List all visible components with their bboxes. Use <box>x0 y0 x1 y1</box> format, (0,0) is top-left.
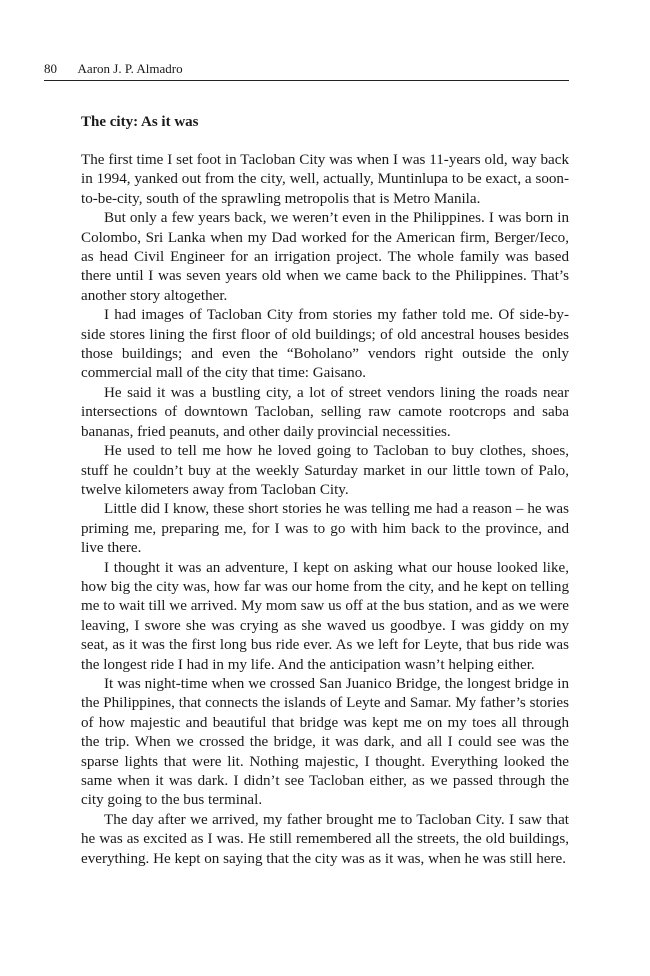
paragraph-5: He used to tell me how he loved going to Tacloban to buy clothes, shoes, stuff he couldn’t buy at the weekly Saturday market in our little town of Palo, twelve kilometers away from Tacloban City. <box>81 443 569 498</box>
running-author: Aaron J. P. Almadro <box>77 61 183 76</box>
paragraph-1: The first time I set foot in Tacloban City was when I was 11-years old, way back in 1994, yanked out from the city, well, actually, Muntinlupa to be exact, a soon-to-be-city, south of the sprawling metropolis that is Metro Manila. <box>81 152 569 207</box>
paragraph-9: The day after we arrived, my father brought me to Tacloban City. I saw that he was as excited as I was. He still remembered all the streets, the old buildings, everything. He kept on saying that the city was as it was, when he was still here. <box>81 811 569 867</box>
paragraph-7: I thought it was an adventure, I kept on asking what our house looked like, how big the city was, how far was our home from the city, and he kept on telling me to wait till we arrived. My mom saw us off at the bus station, and as we were leaving, I swore she was crying as she waved us goodbye. I was giddy on my seat, as it was the first long bus ride ever. As we left for Leyte, that bus ride was the longest ride I had in my life. And the anticipation wasn’t helping either. <box>81 559 569 673</box>
section-title: The city: As it was <box>81 114 199 130</box>
paragraph-4: He said it was a bustling city, a lot of street vendors lining the roads near intersections of downtown Tacloban, selling raw camote rootcrops and saba bananas, fried peanuts, and other daily provincial necessities. <box>81 384 569 440</box>
running-header <box>44 60 569 81</box>
paragraph-6: Little did I know, these short stories he was telling me had a reason – he was priming me, preparing me, for I was to go with him back to the province, and live there. <box>81 501 569 557</box>
body-text <box>81 151 569 869</box>
paragraph-8: It was night-time when we crossed San Juanico Bridge, the longest bridge in the Philippines, that connects the islands of Leyte and Samar. My father’s stories of how majestic and beautiful that bridge was kept me on my toes all through the trip. When we crossed the bridge, it was dark, and all I could see was the sparse lights that were lit. Nothing majestic, I thought. Everything looked the same when it was dark. I didn’t see Tacloban either, as we passed through the city going to the bus terminal. <box>81 675 569 809</box>
paragraph-3: I had images of Tacloban City from stories my father told me. Of side-by-side stores lining the first floor of old buildings; of old ancestral houses besides those buildings; and even the “Boholano” vendors right outside the only commercial mall of the city that time: Gaisano. <box>81 307 569 382</box>
page-number: 80 <box>44 61 57 76</box>
paragraph-2: But only a few years back, we weren’t even in the Philippines. I was born in Colombo, Sri Lanka when my Dad worked for the American firm, Berger/Ieco, as head Civil Engineer for an irrigation project. The whole family was based there until I was seven years old when we came back to the Philippines. That’s another story altogether. <box>81 210 569 304</box>
